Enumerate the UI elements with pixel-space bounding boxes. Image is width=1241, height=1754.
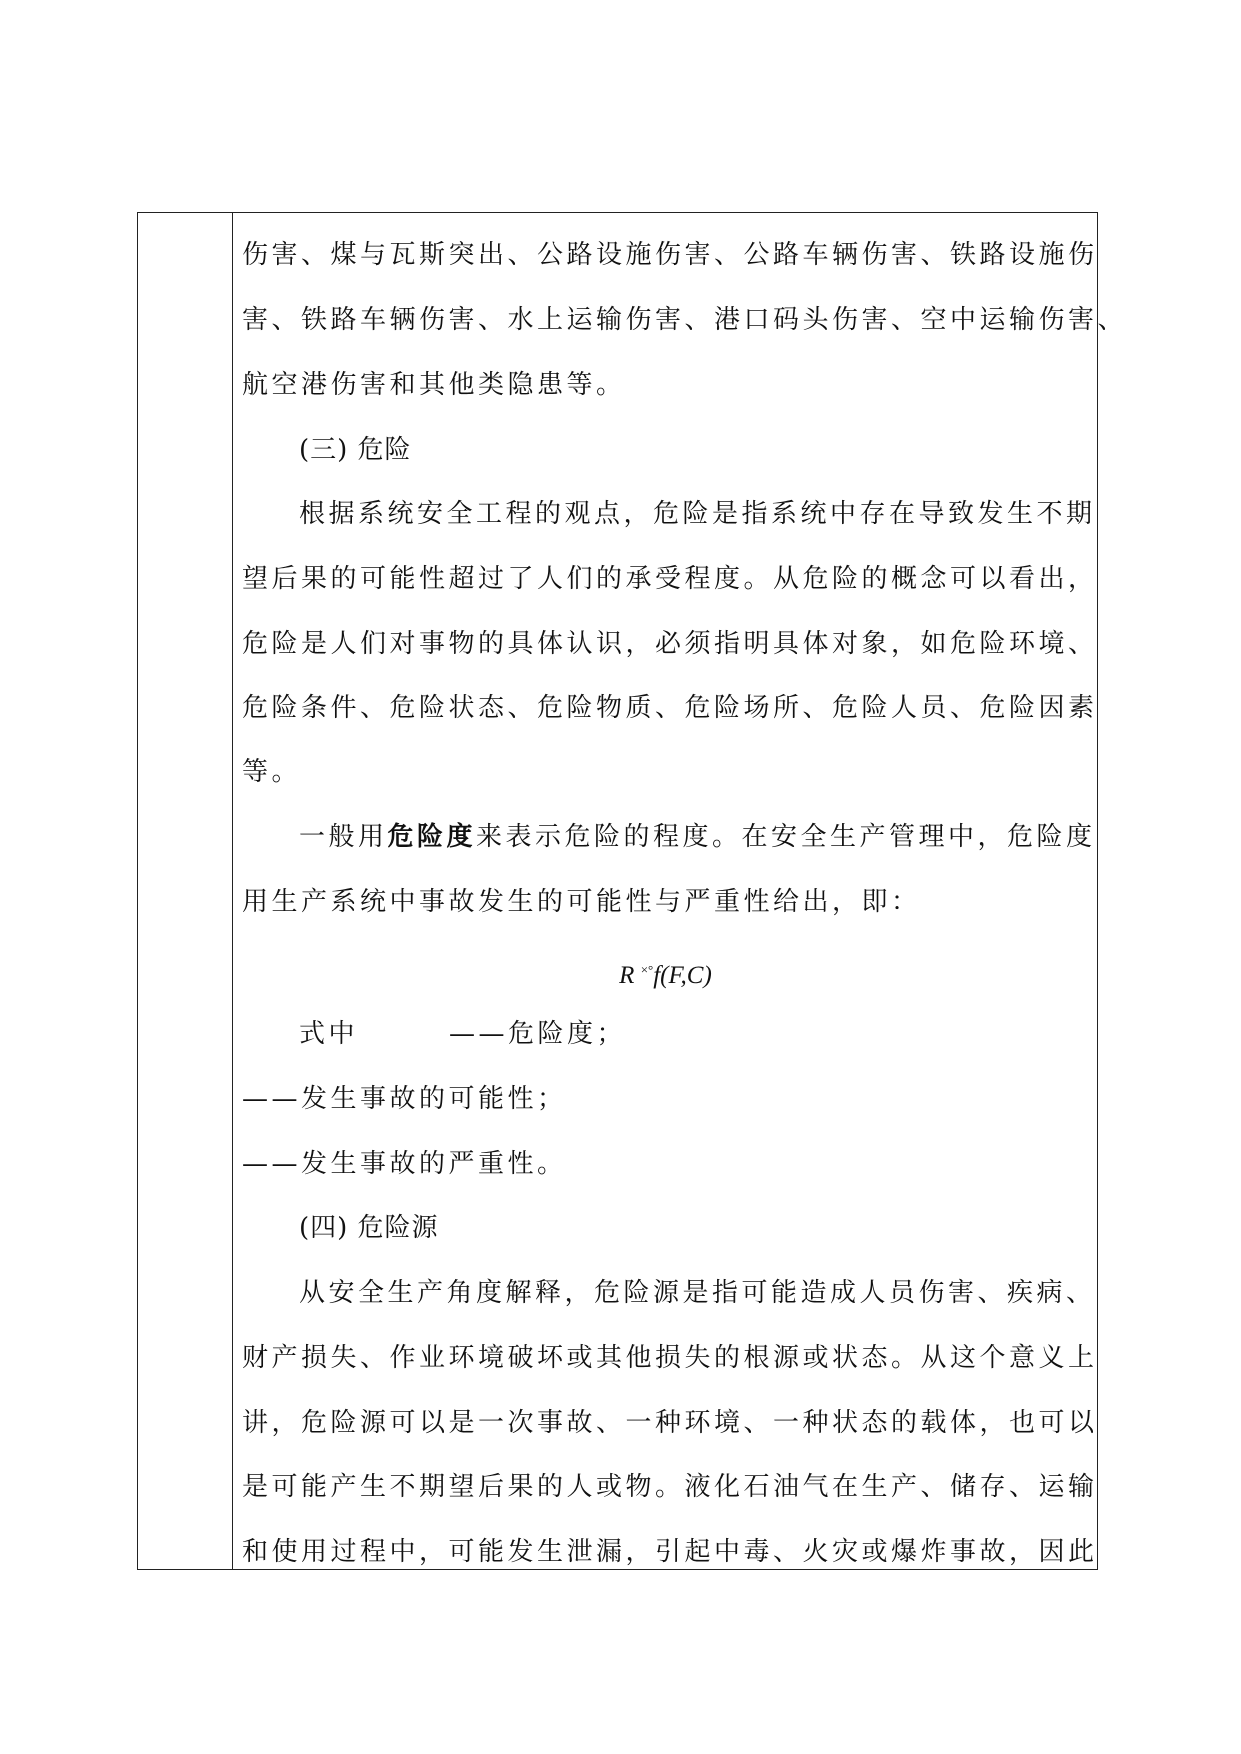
column-divider xyxy=(232,213,233,1569)
text-segment: 一般用 xyxy=(299,822,388,852)
text-line: 危险条件、危险状态、危险物质、危险场所、危险人员、危险因素 xyxy=(242,693,1098,723)
text-line: 航空港伤害和其他类隐患等。 xyxy=(242,370,626,400)
danger-degree-line xyxy=(242,817,1096,857)
text-line: 财产损失、作业环境破坏或其他损失的根源或状态。从这个意义上 xyxy=(242,1343,1098,1373)
section-heading-3: (三) 危险 xyxy=(299,435,412,465)
formula-rhs: f(F,C) xyxy=(653,962,712,989)
text-line: 是可能产生不期望后果的人或物。液化石油气在生产、储存、运输 xyxy=(242,1472,1098,1502)
text-line: 和使用过程中，可能发生泄漏，引起中毒、火灾或爆炸事故，因此 xyxy=(242,1537,1098,1567)
text-line: 伤害、煤与瓦斯突出、公路设施伤害、公路车辆伤害、铁路设施伤 xyxy=(242,240,1098,270)
text-line: 从安全生产角度解释，危险源是指可能造成人员伤害、疾病、 xyxy=(299,1278,1096,1308)
bold-term: 危险度 xyxy=(387,822,477,852)
text-line: 害、铁路车辆伤害、水上运输伤害、港口码头伤害、空中运输伤害、 xyxy=(242,305,1128,335)
formula xyxy=(242,950,1089,996)
definition-text: ——危险度； xyxy=(449,1019,627,1049)
definition-c: ——发生事故的严重性。 xyxy=(242,1149,567,1179)
formula-operator: ×° xyxy=(640,962,654,977)
text-line: 用生产系统中事故发生的可能性与严重性给出，即： xyxy=(242,887,921,917)
text-segment: 来表示危险的程度。在安全生产管理中，危险度 xyxy=(476,822,1096,852)
definition-f: ——发生事故的可能性； xyxy=(242,1084,567,1114)
section-heading-4: (四) 危险源 xyxy=(299,1213,439,1243)
content-cell xyxy=(242,213,1128,1569)
text-line: 讲，危险源可以是一次事故、一种环境、一种状态的载体，也可以 xyxy=(242,1408,1098,1438)
definition-intro: 式中 xyxy=(299,1019,359,1049)
text-line: 危险是人们对事物的具体认识，必须指明具体对象，如危险环境、 xyxy=(242,629,1098,659)
document-table xyxy=(137,212,1128,1570)
text-line: 等。 xyxy=(242,757,302,787)
text-line: 根据系统安全工程的观点，危险是指系统中存在导致发生不期 xyxy=(299,499,1096,529)
text-line: 望后果的可能性超过了人们的承受程度。从危险的概念可以看出， xyxy=(242,564,1098,594)
formula-lhs: R xyxy=(619,962,635,989)
definition-r xyxy=(242,1014,1089,1054)
